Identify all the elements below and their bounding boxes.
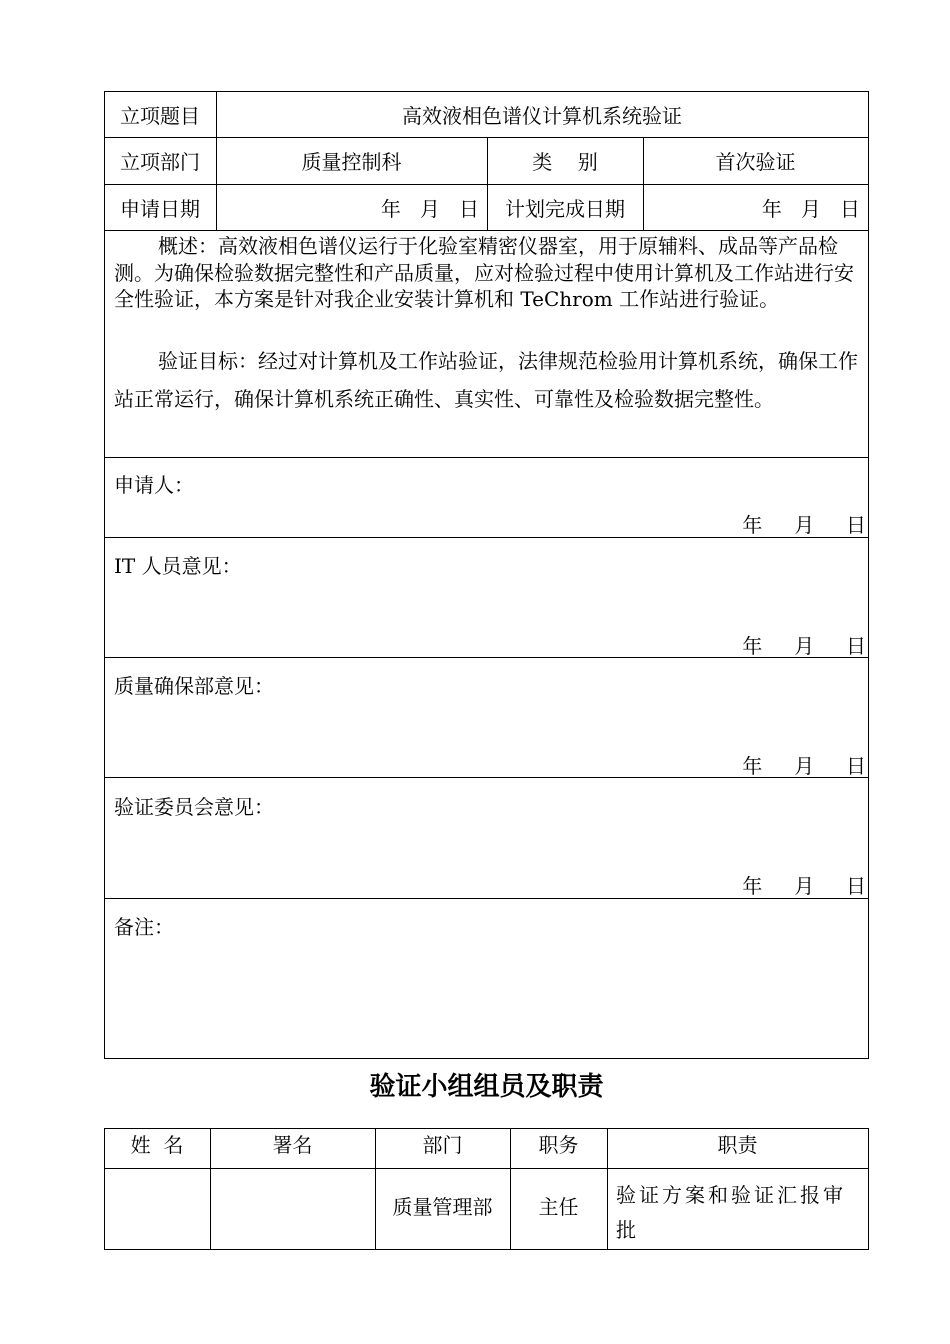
team-header-position: 职务: [538, 1132, 579, 1157]
qa-opinion-label: 质量确保部意见：: [114, 674, 274, 698]
team-row-department: 质量管理部: [392, 1195, 493, 1219]
team-row-signature: [210, 1168, 375, 1249]
goal-text: 验证目标：经过对计算机及工作站验证，法律规范检验用计算机系统，确保工作站正常运行，确保计算机系统正确性、真实性、可靠性及检验数据完整性。: [114, 349, 858, 411]
apply-date-label: 申请日期: [120, 196, 200, 221]
project-dept-value: 质量控制科: [301, 150, 402, 174]
project-title-label: 立项题目: [120, 103, 200, 128]
team-row-position: 主任: [538, 1195, 579, 1219]
team-row-duty: 验证方案和验证汇报审批: [616, 1183, 846, 1242]
team-header-duty: 职责: [717, 1132, 758, 1157]
team-section-title: 验证小组组员及职责: [369, 1072, 604, 1102]
project-dept-label: 立项部门: [120, 150, 200, 174]
committee-opinion-date: 年 月 日: [742, 874, 866, 898]
project-title-value: 高效液相色谱仪计算机系统验证: [402, 103, 682, 128]
team-row-name: [104, 1168, 210, 1249]
category-label: 类 别: [532, 150, 598, 174]
team-header-name: 姓 名: [130, 1132, 184, 1157]
applicant-date: 年 月 日: [742, 513, 866, 537]
applicant-label: 申请人：: [114, 473, 194, 497]
qa-opinion-date: 年 月 日: [742, 754, 866, 778]
it-opinion-label: IT 人员意见：: [114, 554, 242, 578]
team-header-signature: 署名: [272, 1132, 313, 1157]
apply-date-value: 年 月 日: [380, 196, 479, 221]
committee-opinion-label: 验证委员会意见：: [114, 795, 274, 819]
team-header-department: 部门: [422, 1132, 463, 1157]
planned-date-value: 年 月 日: [761, 196, 860, 221]
overview-text: 概述：高效液相色谱仪运行于化验室精密仪器室，用于原辅料、成品等产品检测。为确保检验数据完整性和产品质量，应对检验过程中使用计算机及工作站进行安全性验证，本方案是针对我企业安装计算机和 TeChrom 工作站进行验证。: [114, 234, 854, 311]
category-value: 首次验证: [715, 150, 796, 174]
it-opinion-date: 年 月 日: [742, 634, 866, 658]
remarks-label: 备注：: [114, 915, 174, 939]
planned-date-label: 计划完成日期: [505, 196, 625, 221]
